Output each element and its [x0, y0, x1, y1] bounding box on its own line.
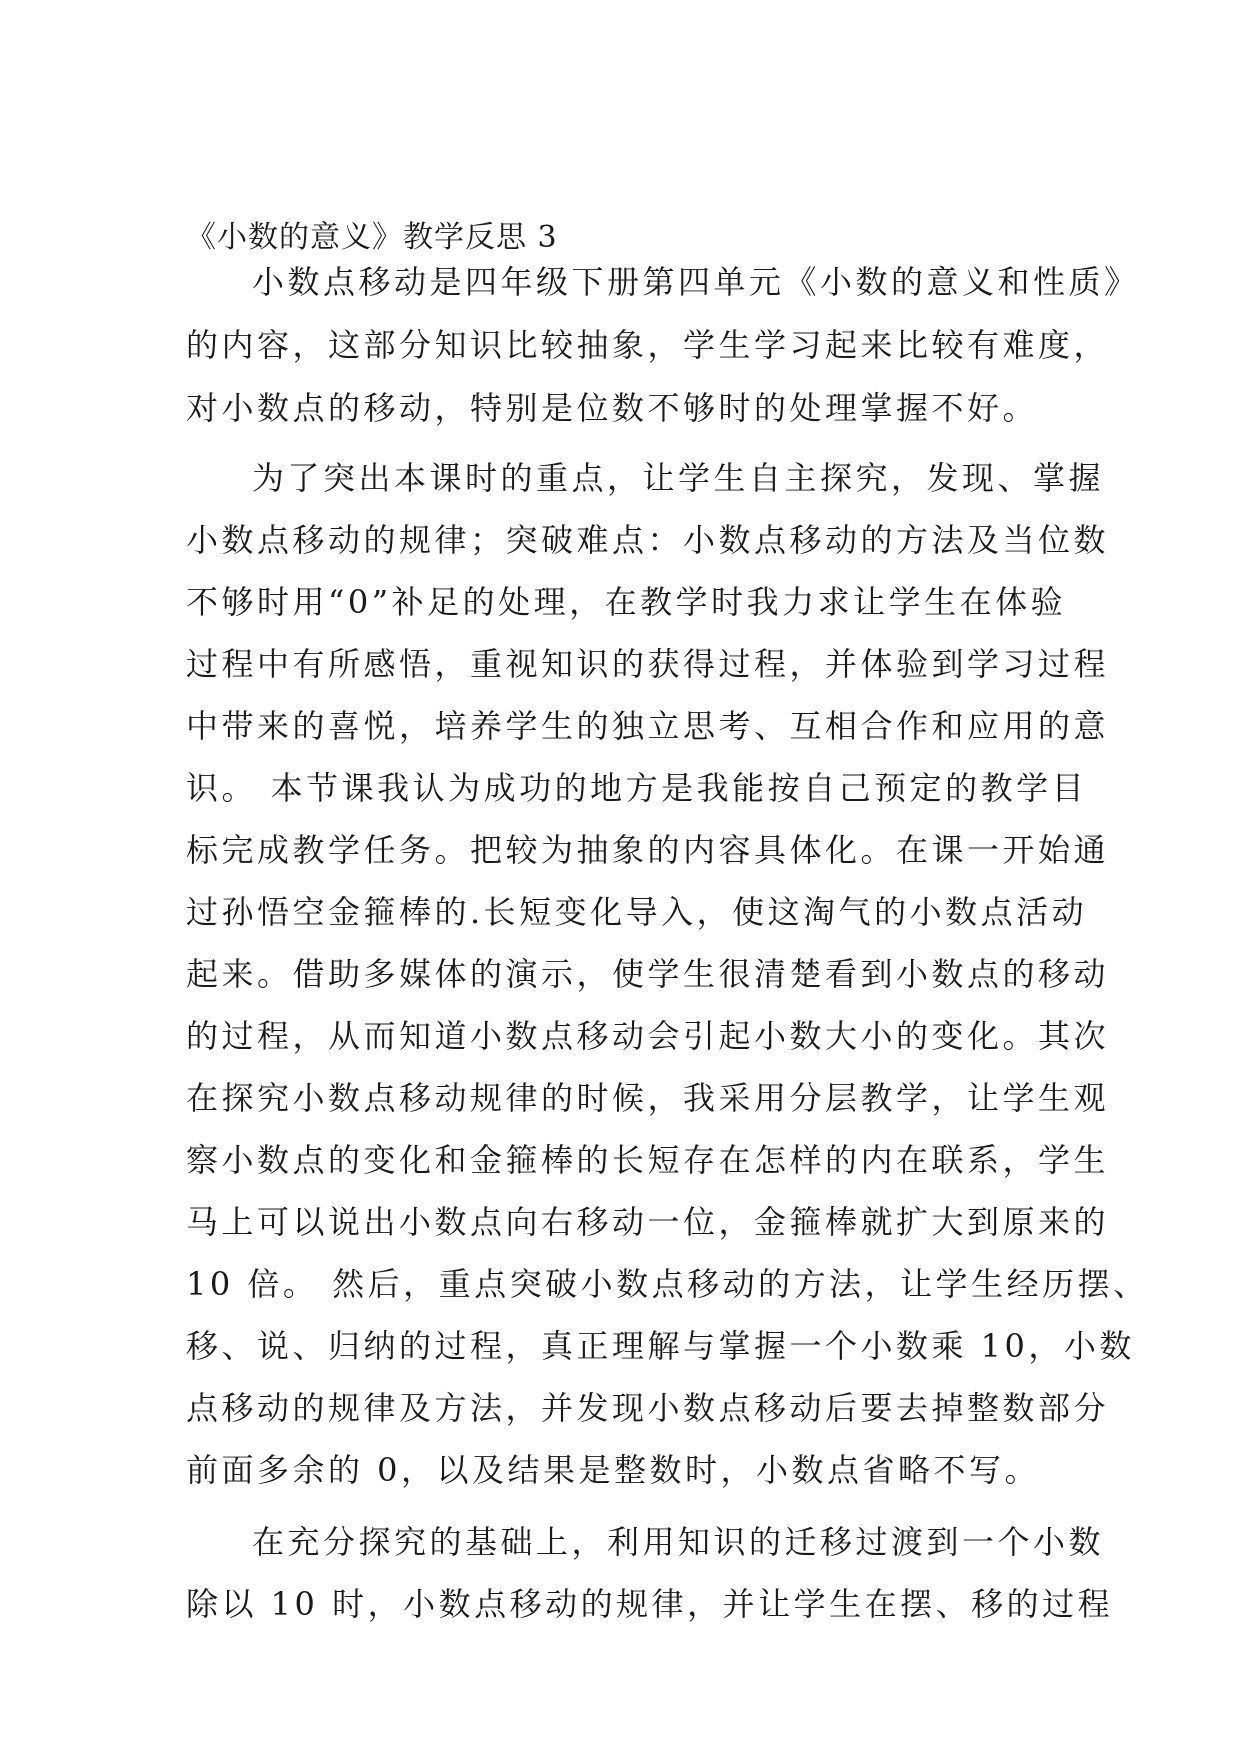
paragraph-2-line-11: 在探究小数点移动规律的时候，我采用分层教学，让学生观	[186, 1079, 1110, 1117]
paragraph-1-line-3: 对小数点的移动，特别是位数不够时的处理掌握不好。	[186, 389, 1039, 427]
paragraph-2-line-17: 前面多余的 0，以及结果是整数时，小数点省略不写。	[186, 1451, 1041, 1489]
paragraph-3-line-1: 在充分探究的基础上，利用知识的迁移过渡到一个小数	[252, 1523, 1105, 1561]
paragraph-1-line-2: 的内容，这部分知识比较抽象，学生学习起来比较有难度，	[186, 326, 1110, 364]
paragraph-3-line-2: 除以 10 时，小数点移动的规律，并让学生在摆、移的过程	[186, 1585, 1114, 1623]
paragraph-2-line-9: 起来。借助多媒体的演示，使学生很清楚看到小数点的移动	[186, 955, 1110, 993]
paragraph-1-line-1: 小数点移动是四年级下册第四单元《小数的意义和性质》	[252, 263, 1140, 301]
paragraph-2-line-13: 马上可以说出小数点向右移动一位，金箍棒就扩大到原来的	[186, 1203, 1110, 1241]
paragraph-2-line-10: 的过程，从而知道小数点移动会引起小数大小的变化。其次	[186, 1017, 1110, 1055]
paragraph-2-line-3: 不够时用“0”补足的处理，在教学时我力求让学生在体验	[186, 583, 1067, 621]
paragraph-2-line-4: 过程中有所感悟，重视知识的获得过程，并体验到学习过程	[186, 645, 1110, 683]
paragraph-2-line-5: 中带来的喜悦，培养学生的独立思考、互相合作和应用的意	[186, 707, 1110, 745]
document-title: 《小数的意义》教学反思 3	[186, 220, 558, 255]
paragraph-2-line-15: 移、说、归纳的过程，真正理解与掌握一个小数乘 10，小数	[186, 1327, 1135, 1365]
paragraph-2-line-14: 10 倍。 然后，重点突破小数点移动的方法，让学生经历摆、	[186, 1265, 1149, 1303]
paragraph-2-line-6: 识。 本节课我认为成功的地方是我能按自己预定的教学目	[186, 769, 1088, 807]
paragraph-2-line-12: 察小数点的变化和金箍棒的长短存在怎样的内在联系，学生	[186, 1141, 1110, 1179]
paragraph-2-line-1: 为了突出本课时的重点，让学生自主探究，发现、掌握	[252, 459, 1105, 497]
paragraph-2-line-7: 标完成教学任务。把较为抽象的内容具体化。在课一开始通	[186, 831, 1110, 869]
paragraph-2-line-2: 小数点移动的规律；突破难点：小数点移动的方法及当位数	[186, 521, 1110, 559]
paragraph-2-line-16: 点移动的规律及方法，并发现小数点移动后要去掉整数部分	[186, 1389, 1110, 1427]
paragraph-2-line-8: 过孙悟空金箍棒的.长短变化导入，使这淘气的小数点活动	[186, 893, 1088, 931]
